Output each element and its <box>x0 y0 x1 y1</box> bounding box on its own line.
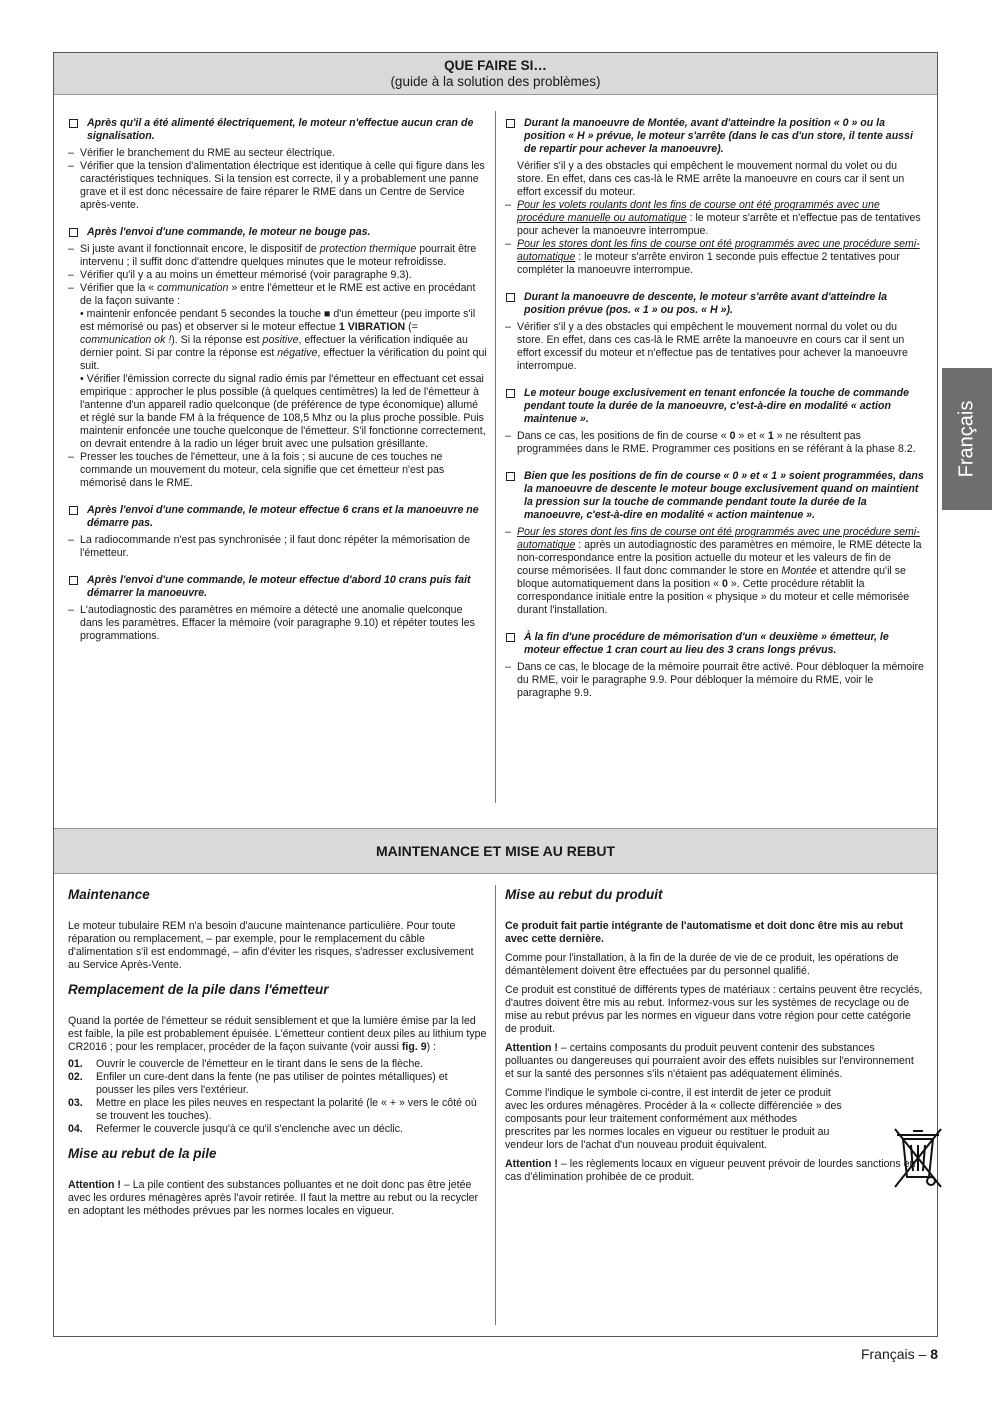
question-heading: À la fin d'une procédure de mémorisation d'un « deuxième » émetteur, le moteur effectue 1 cran court au lieu des 3 crans longs prévus. <box>505 631 925 657</box>
square-bullet-icon <box>69 228 78 237</box>
section-title: QUE FAIRE SI… <box>444 58 547 73</box>
section-subtitle: (guide à la solution des problèmes) <box>390 74 601 89</box>
paragraph: Comme l'indique le symbole ci-contre, il est interdit de jeter ce produit avec les ordures ménagères. Procéder à la « collecte différenciée » des composants pour leur traitement conformément aux méthodes prescrites par les normes locales en vigueur ou restituer le produit au vendeur lors de l'achat d'un nouveau produit équivalent. <box>505 1087 842 1151</box>
answer-item: – Pour les volets roulants dont les fins de course ont été programmés avec une procédure manuelle ou automatique : le moteur s'arrête et n'effectue pas de tentatives pour achever la manoeuvre interrompue. <box>505 199 921 237</box>
square-bullet-icon <box>506 119 515 128</box>
paragraph: Attention ! – certains composants du produit peuvent contenir des substances polluantes ou dangereuses qui pourraient avoir des effets nuisibles sur l'environnement et sur la santé des personnes s'ils n'étaient pas adéquatement éliminés. <box>505 1042 914 1080</box>
paragraph: Comme pour l'installation, à la fin de la durée de vie de ce produit, les opérations de démantèlement doivent être effectuées par du personnel qualifié. <box>505 952 899 977</box>
answer-item: – Vérifier que la « communication » entre l'émetteur et le RME est active en procédant de la façon suivante : <box>68 282 476 307</box>
answer-paragraph: Vérifier s'il y a des obstacles qui empêchent le mouvement normal du volet ou du store. En effet, dans ces cas-là le RME arrête la manoeuvre en cours car il sent un effort excessif du moteur. <box>517 160 905 198</box>
answer-item: – Presser les touches de l'émetteur, une à la fois ; si aucune de ces touches ne commande un mouvement du moteur, cela signifie que cet émetteur n'est pas mémorisé dans le RME. <box>68 451 445 489</box>
answer-bullet: • maintenir enfoncée pendant 5 secondes la touche ■ d'un émetteur (peu importe s'il est mémorisé ou pas) et observer si le moteur effectue 1 VIBRATION (= communication ok !). Si la réponse est positive, effectuer la vérification indiquée au dernier point. Si par contre la réponse est négative, effectuer la vérification du point qui suit. <box>80 308 487 372</box>
answer-bullet: • Vérifier l'émission correcte du signal radio émis par l'émetteur en effectuant cet essai empirique : approcher le plus possible (à quelques centimètres) la led de l'émetteur à l'antenne d'un appareil radio quelconque (de préférence de type économique) allumé et réglé sur la bande FM à la fréquence de 108,5 Mhz ou la plus proche possible. Puis maintenir enfoncée une touche quelconque de l'émetteur. S'il fonctionne correctement, on devrait entendre à la radio un léger bruit avec une pulsation grésillante. <box>80 373 486 450</box>
answer-item: – Pour les stores dont les fins de course ont été programmés avec une procédure semi-automatique : après un autodiagnostic des paramètres en mémoire, le RME détecte la non-correspondance entre la position actuelle du moteur et les valeurs de fin de course mémorisées. Il faut donc commander le store en Montée et attendre qu'il se bloque automatiquement dans la position « 0 ». Cette procédure rétablit la correspondance initiale entre la position « physique » du moteur et celle mémorisée durant l'installation. <box>505 526 922 616</box>
question-heading: Durant la manoeuvre de descente, le moteur s'arrête avant d'atteindre la position prévue (pos. « 1 » ou pos. « H »). <box>505 291 925 317</box>
troubleshooting-right-column <box>505 117 925 700</box>
subsection-heading: Mise au rebut du produit <box>505 887 663 902</box>
answer-item: – Pour les stores dont les fins de course ont été programmés avec une procédure semi-automatique : le moteur s'arrête environ 1 seconde puis effectue 2 tentatives pour compléter la manoeuvre interrompue. <box>505 238 920 276</box>
square-bullet-icon <box>69 119 78 128</box>
square-bullet-icon <box>69 506 78 515</box>
paragraph: Quand la portée de l'émetteur se réduit sensiblement et que la lumière émise par la led est faible, la pile est probablement épuisée. L'émetteur contient deux piles au lithium type CR2016 ; pour les remplacer, procéder de la façon suivante (voir aussi fig. 9) : <box>68 1015 487 1053</box>
answer-item: – Vérifier le branchement du RME au secteur électrique. <box>68 147 335 159</box>
answer-item: – Dans ce cas, les positions de fin de course « 0 » et « 1 » ne résultent pas programmées dans le RME. Programmer ces positions en se référant à la phase 8.2. <box>505 430 916 455</box>
paragraph: Ce produit fait partie intégrante de l'automatisme et doit donc être mis au rebut avec cette dernière. <box>505 920 904 945</box>
question-heading: Après l'envoi d'une commande, le moteur ne bouge pas. <box>68 226 488 239</box>
answer-item: – Si juste avant il fonctionnait encore, le dispositif de protection thermique pourrait être intervenu ; il suffit donc d'attendre quelques minutes que le moteur refroidisse. <box>68 243 477 268</box>
subsection-heading: Remplacement de la pile dans l'émetteur <box>68 982 329 997</box>
subsection-heading: Maintenance <box>68 887 150 902</box>
answer-item: – L'autodiagnostic des paramètres en mémoire a détecté une anomalie quelconque dans les paramètres. Effacer la mémoire (voir paragraphe 9.10) et répéter toutes les programmations. <box>68 604 475 642</box>
subsection-heading: Mise au rebut de la pile <box>68 1146 217 1161</box>
paragraph: Attention ! – La pile contient des substances polluantes et ne doit donc pas être jetée avec les ordures ménagères après l'avoir retirée. Il faut la mettre au rebut ou la recycler en adoptant les méthodes prévues par les normes locales en vigueur. <box>68 1179 479 1217</box>
question-heading: Durant la manoeuvre de Montée, avant d'atteindre la position « 0 » ou la position « H » prévue, le moteur s'arrête (dans le cas d'un store, il tente aussi de repartir pour achever la manoeuvre). <box>505 117 925 156</box>
maintenance-right-column <box>505 887 925 1184</box>
square-bullet-icon <box>506 633 515 642</box>
page-number: 8 <box>930 1346 938 1362</box>
square-bullet-icon <box>506 472 515 481</box>
answer-item: – Vérifier s'il y a des obstacles qui empêchent le mouvement normal du volet ou du store. En effet, dans ces cas-là le RME arrête la manoeuvre en cours car il sent un effort excessif du moteur et n'effectue pas de tentatives pour achever la manoeuvre interrompue. <box>505 321 908 372</box>
paragraph: Ce produit est constitué de différents types de matériaux : certains peuvent être recyclés, d'autres doivent être mis au rebut. Informez-vous sur les systèmes de recyclage ou de mise au rebut prévus par les normes en vigueur dans votre région pour cette catégorie de produit. <box>505 984 923 1035</box>
section-header-maintenance <box>54 828 937 874</box>
column-divider <box>495 885 496 1325</box>
paragraph: Le moteur tubulaire REM n'a besoin d'aucune maintenance particulière. Pour toute réparation ou remplacement, – par exemple, pour le remplacement du câble d'alimentation s'il est endommagé, – afin d'éviter les risques, s'adresser exclusivement au Service Après-Vente. <box>68 920 474 971</box>
troubleshooting-left-column <box>68 117 488 643</box>
question-heading: Le moteur bouge exclusivement en tenant enfoncée la touche de commande pendant toute la durée de la manoeuvre, c'est-à-dire en modalité « action maintenue ». <box>505 387 925 426</box>
square-bullet-icon <box>506 389 515 398</box>
question-heading: Après l'envoi d'une commande, le moteur effectue 6 crans et la manoeuvre ne démarre pas. <box>68 504 488 530</box>
question-heading: Après qu'il a été alimenté électriquement, le moteur n'effectue aucun cran de signalisation. <box>68 117 488 143</box>
column-divider <box>495 111 496 803</box>
answer-item: – Vérifier que la tension d'alimentation électrique est identique à celle qui figure dans les caractéristiques techniques. Si la tension est correcte, il y a probablement une panne grave et il est donc nécessaire de faire réparer le RME dans un Centre de Service après-vente. <box>68 160 485 211</box>
maintenance-left-column <box>68 887 488 1218</box>
section-header-troubleshooting <box>54 53 937 95</box>
paragraph: Attention ! – les règlements locaux en vigueur peuvent prévoir de lourdes sanctions en cas d'élimination prohibée de ce produit. <box>505 1158 916 1183</box>
answer-item: – La radiocommande n'est pas synchronisée ; il faut donc répéter la mémorisation de l'émetteur. <box>68 534 471 559</box>
square-bullet-icon <box>506 293 515 302</box>
answer-item: – Dans ce cas, le blocage de la mémoire pourrait être activé. Pour débloquer la mémoire du RME, voir le paragraphe 9.9. Pour débloquer la mémoire du RME, voir le paragraphe 9.9. <box>505 661 924 699</box>
step-item: 01. Ouvrir le couvercle de l'émetteur en le tirant dans le sens de la flèche. <box>68 1058 424 1070</box>
section-title: MAINTENANCE ET MISE AU REBUT <box>375 843 616 859</box>
step-item: 03. Mettre en place les piles neuves en respectant la polarité (le « + » vers le côté où se trouvent les touches). <box>68 1097 477 1122</box>
question-heading: Bien que les positions de fin de course « 0 » et « 1 » soient programmées, dans la manoeuvre de descente le moteur bouge exclusivement quand on maintient la pression sur la touche de commande pendant toute la durée de la manoeuvre, c'est-à-dire en modalité « action maintenue ». <box>505 470 925 522</box>
page-frame <box>53 52 938 1337</box>
answer-item: – Vérifier qu'il y a au moins un émetteur mémorisé (voir paragraphe 9.3). <box>68 269 412 281</box>
language-side-tab: Français <box>942 368 992 510</box>
crossed-out-wheelie-bin-icon <box>893 1127 943 1193</box>
step-item: 04. Refermer le couvercle jusqu'à ce qu'il s'enclenche avec un déclic. <box>68 1123 403 1135</box>
question-heading: Après l'envoi d'une commande, le moteur effectue d'abord 10 crans puis fait démarrer la manoeuvre. <box>68 574 488 600</box>
page-footer: Français – 8 <box>860 1346 938 1362</box>
step-item: 02. Enfiler un cure-dent dans la fente (ne pas utiliser de pointes métalliques) et pousser les piles vers l'extérieur. <box>68 1071 448 1096</box>
square-bullet-icon <box>69 576 78 585</box>
